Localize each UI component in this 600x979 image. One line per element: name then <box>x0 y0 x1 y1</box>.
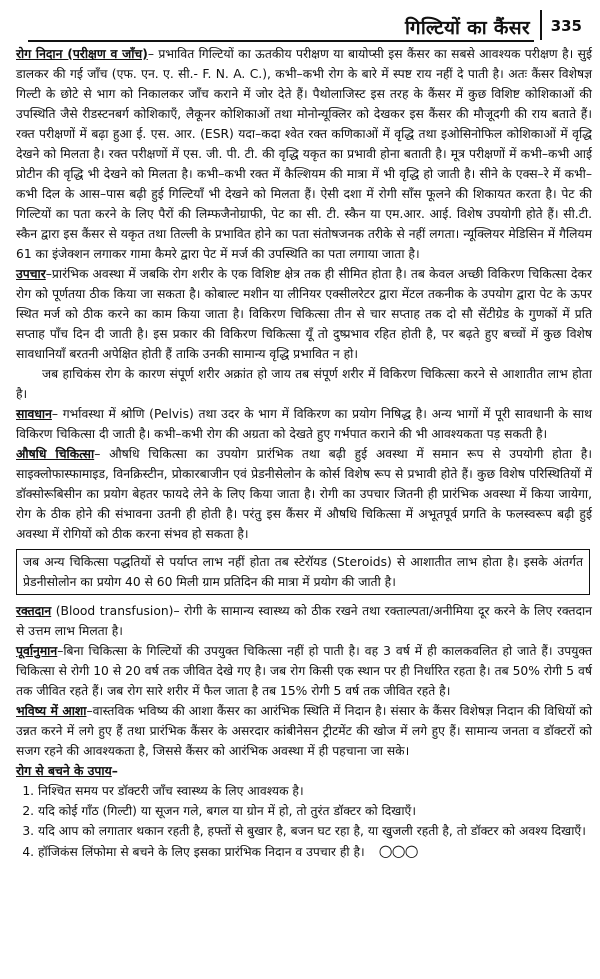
treatment-heading: उपचार <box>16 267 46 281</box>
treatment-paragraph <box>16 264 592 364</box>
list-item: 2. यदि कोई गाँठ (गिल्टी) या सूजन गले, बगल या ग्रोन में हो, तो तुरंत डॉक्टर को दिखाएँ। <box>38 801 592 821</box>
chapter-title: गिल्टियों का कैंसर <box>405 17 530 39</box>
diagnosis-heading: रोग निदान (परीक्षण व जाँच) <box>16 47 148 61</box>
future-hope-heading: भविष्य में आशा <box>16 704 87 718</box>
caution-paragraph <box>16 404 592 444</box>
steroids-text: जब अन्य चिकित्सा पद्धतियों से पर्याप्त लाभ नहीं होता तब स्टेरॉयड (Steroids) से आशातीत लाभ होता है। इसके अंतर्गत प्रेडनीसोलोन का प्रयोग 40 से 60 मिली ग्राम प्रतिदिन की मात्रा में प्रयोग की जाती है। <box>23 555 583 589</box>
treatment-text: –प्रारंभिक अवस्था में जबकि रोग शरीर के एक विशिष्ट क्षेत्र तक ही सीमित होता है। तब केवल अच्छी विकिरण चिकित्सा देकर रोग को पूर्णतया ठीक किया जा सकता है। कोबाल्ट मशीन या लीनियर एक्सीलरेटर द्वारा मेंटल तकनीक के उपयोग द्वारा पेट के ऊपर स्थित मर्ज को ठीक करने का काम किया जाता है। विकिरण चिकित्सा तीन से चार सप्ताह तक दो सौ सेंटीग्रेड के गुणकों में प्रति सप्ताह पाँच दिन दी जाती है। इस प्रकार की विकिरण चिकित्सा यूँ तो दुष्प्रभाव रहित होती है, पर बढ़ते हुए बच्चों में कुछ विशेष सावधानियाँ बरतनी अपेक्षित होती हैं ताकि उनकी सामान्य वृद्धि प्रभावित न हो। <box>16 267 592 361</box>
prevention-dash: – <box>111 764 118 778</box>
blood-transfusion-heading: रक्तदान <box>16 604 52 618</box>
prognosis-paragraph <box>16 641 592 701</box>
list-item: 4. हॉजिकंस लिंफोमा से बचने के लिए इसका प्रारंभिक निदान व उपचार ही है। ○○○ <box>38 841 592 862</box>
diagnosis-text: – प्रभावित गिल्टियों का ऊतकीय परीक्षण या बायोप्सी इस कैंसर का सबसे आवश्यक परीक्षण है। सुई डालकर की गई जाँच (एफ. एन. ए. सी.- F. N. A. C.), कभी–कभी रोग के बारे में स्पष्ट राय नहीं दे पाती है। अतः कैंसर विशेषज्ञ गिल्टी के छोटे से भाग को निकालकर जाँच कराने में जोर देते हैं। पैथोलाजिस्ट इस तरह के कैंसर में कुछ विशिष्ट कोशिकाओं की उपस्थिति जैसे रीडस्टनबर्ग कोशिकाएँ, लैकूनर कोशिकाओं तथा मोनोन्यूक्लिर को देखकर इस कैंसर की मौजूदगी की राय बताते हैं। रक्त परीक्षणों में बढ़ा हुआ ई. एस. आर. (ESR) यदा–कदा श्वेत रक्त कणिकाओं में वृद्धि तथा इओसिनोफिल कोशिकाओं में वृद्धि देखने को मिलता है। रक्त परीक्षणों में एस. जी. पी. टी. की वृद्धि यकृत का प्रभावी होना बताती है। मूत्र परीक्षणों में कभी–कभी आई प्रोटीन की वृद्धि भी देखने को मिलता है। कभी–कभी रक्त में कैल्शियम की मात्रा में भी वृद्धि हो जाती है। सीने के एक्स–रे में कभी–कभी दिल के आस–पास बढ़ी हुई गिल्टियाँ भी देखने को मिलता हैं। ऐसी दशा में रोगी साँस फूलने की शिकायत करता है। पेट की गिल्टियों का पता करने के लिए पैरों की लिम्फजैनोग्राफी, पेट का सी. टी. स्कैन या एम.आर. आई. विशेष उपयोगी होते हैं। सी.टी. स्कैन द्वारा इस कैंसर से यकृत तथा तिल्ली के प्रभावित होने का पता संतोषजनक तरीके से नहीं लगता। न्यूक्लियर मेडिसिन में गैलियम 61 का इंजेक्शन लगाकर गामा कैमरे द्वारा पेट में मर्ज की उपस्थिति का पता लगाया जाता है। <box>16 47 592 261</box>
prognosis-text: –बिना चिकित्सा के गिल्टियों की उपयुक्त चिकित्सा नहीं हो पाती है। वह 3 वर्ष में ही कालकवलित हो जाते हैं। उपयुक्त चिकित्सा से रोगी 10 से 20 वर्ष तक जीवित देखे गए है। जब रोग किसी एक स्थान पर ही निर्धारित रहता है। तब 50% रोगी 5 वर्ष तक जीवित रहते हैं। जब रोग सारे शरीर में फैल जाता है तब 15% रोगी 5 वर्ष तक जीवित रहते है। <box>16 644 592 698</box>
caution-heading: सावधान <box>16 407 52 421</box>
prevention-heading-line <box>16 761 592 781</box>
list-item: 3. यदि आप को लगातार थकान रहती है, हफ्तों से बुखार है, बजन घट रहा है, या खुजली रहती है, तो डॉक्टर को अवश्य दिखाएँ। <box>38 821 592 841</box>
future-hope-paragraph <box>16 701 592 761</box>
drug-therapy-heading: औषधि चिकित्सा <box>16 447 95 461</box>
header-divider <box>540 10 542 40</box>
prevention-list <box>16 781 592 862</box>
prognosis-heading: पूर्वानुमान <box>16 644 58 658</box>
page-number: 335 <box>550 17 582 35</box>
diagnosis-paragraph <box>16 44 592 264</box>
future-hope-text: –वास्तविक भविष्य की आशा कैंसर का आरंभिक स्थिति में निदान है। संसार के कैंसर विशेषज्ञ निदान की विधियों को उन्नत करने में लगे हुए हैं तथा प्रारंभिक कैंसर के असरदार कांबीनेसन ट्रीटमेंट की खोज में लगे हुए हैं। सामान्य जनता व डॉक्टरों को सजग रहने की आवश्यकता है, जिससे कैंसर को आरंभिक अवस्था में ही पहचाना जा सके। <box>16 704 593 758</box>
blood-transfusion-text: (Blood transfusion)– रोगी के सामान्य स्वास्थ्य को ठीक रखने तथा रक्ताल्पता/अनीमिया दूर करने के लिए रक्तदान से उत्तम लाभ मिलता है। <box>16 604 592 638</box>
header-rule <box>28 40 534 42</box>
drug-therapy-paragraph <box>16 444 592 544</box>
hodgkin-paragraph: जब हाचिकंस रोग के कारण संपूर्ण शरीर अक्रांत हो जाय तब संपूर्ण शरीर में विकिरण चिकित्सा करने से आशातीत लाभ होता है। <box>16 367 592 401</box>
blood-transfusion-paragraph <box>16 601 592 641</box>
prevention-heading: रोग से बचने के उपाय <box>16 764 112 778</box>
caution-text: – गर्भावस्था में श्रोणि (Pelvis) तथा उदर के भाग में विकिरण का प्रयोग निषिद्ध है। अन्य भागों में पूरी सावधानी के साथ विकिरण चिकित्सा दी जाती है। कभी–कभी रोग की अग्रता को देखते हुए गर्भपात कराने की भी आवश्यकता पड़ सकती है। <box>16 407 592 441</box>
page-header <box>16 0 592 44</box>
drug-therapy-text: – औषधि चिकित्सा का उपयोग प्रारंभिक तथा बढ़ी हुई अवस्था में समान रूप से उपयोगी होता है। साइक्लोफास्फामाइड, विनक्रिस्टीन, प्रोकारबाजीन एवं प्रेडनीसेलोन के कोर्स विशेष रूप से प्रभावी होते हैं। कुछ विशेष परिस्थितियों में डॉक्सोरूबिसीन का प्रयोग बेहतर फायदे लेने के लिए किया जाता है। रोगी का उपचार जितनी ही प्रारंभिक अवस्था में किया जायेगा, रोग के ठीक होने की संभावना उतनी ही होती है। परंतु इस कैंसर में औषधि चिकित्सा में अभूतपूर्व प्रगति के फलस्वरूप बढ़ी हुई अवस्था में रोगियों को ठीक करना संभव हो सकता है। <box>16 447 592 541</box>
steroids-callout-box <box>16 549 590 595</box>
list-item: 1. निश्चित समय पर डॉक्टरी जाँच स्वास्थ्य के लिए आवश्यक है। <box>38 781 592 801</box>
end-ornament: ○○○ <box>378 841 418 860</box>
page-body <box>16 44 592 862</box>
